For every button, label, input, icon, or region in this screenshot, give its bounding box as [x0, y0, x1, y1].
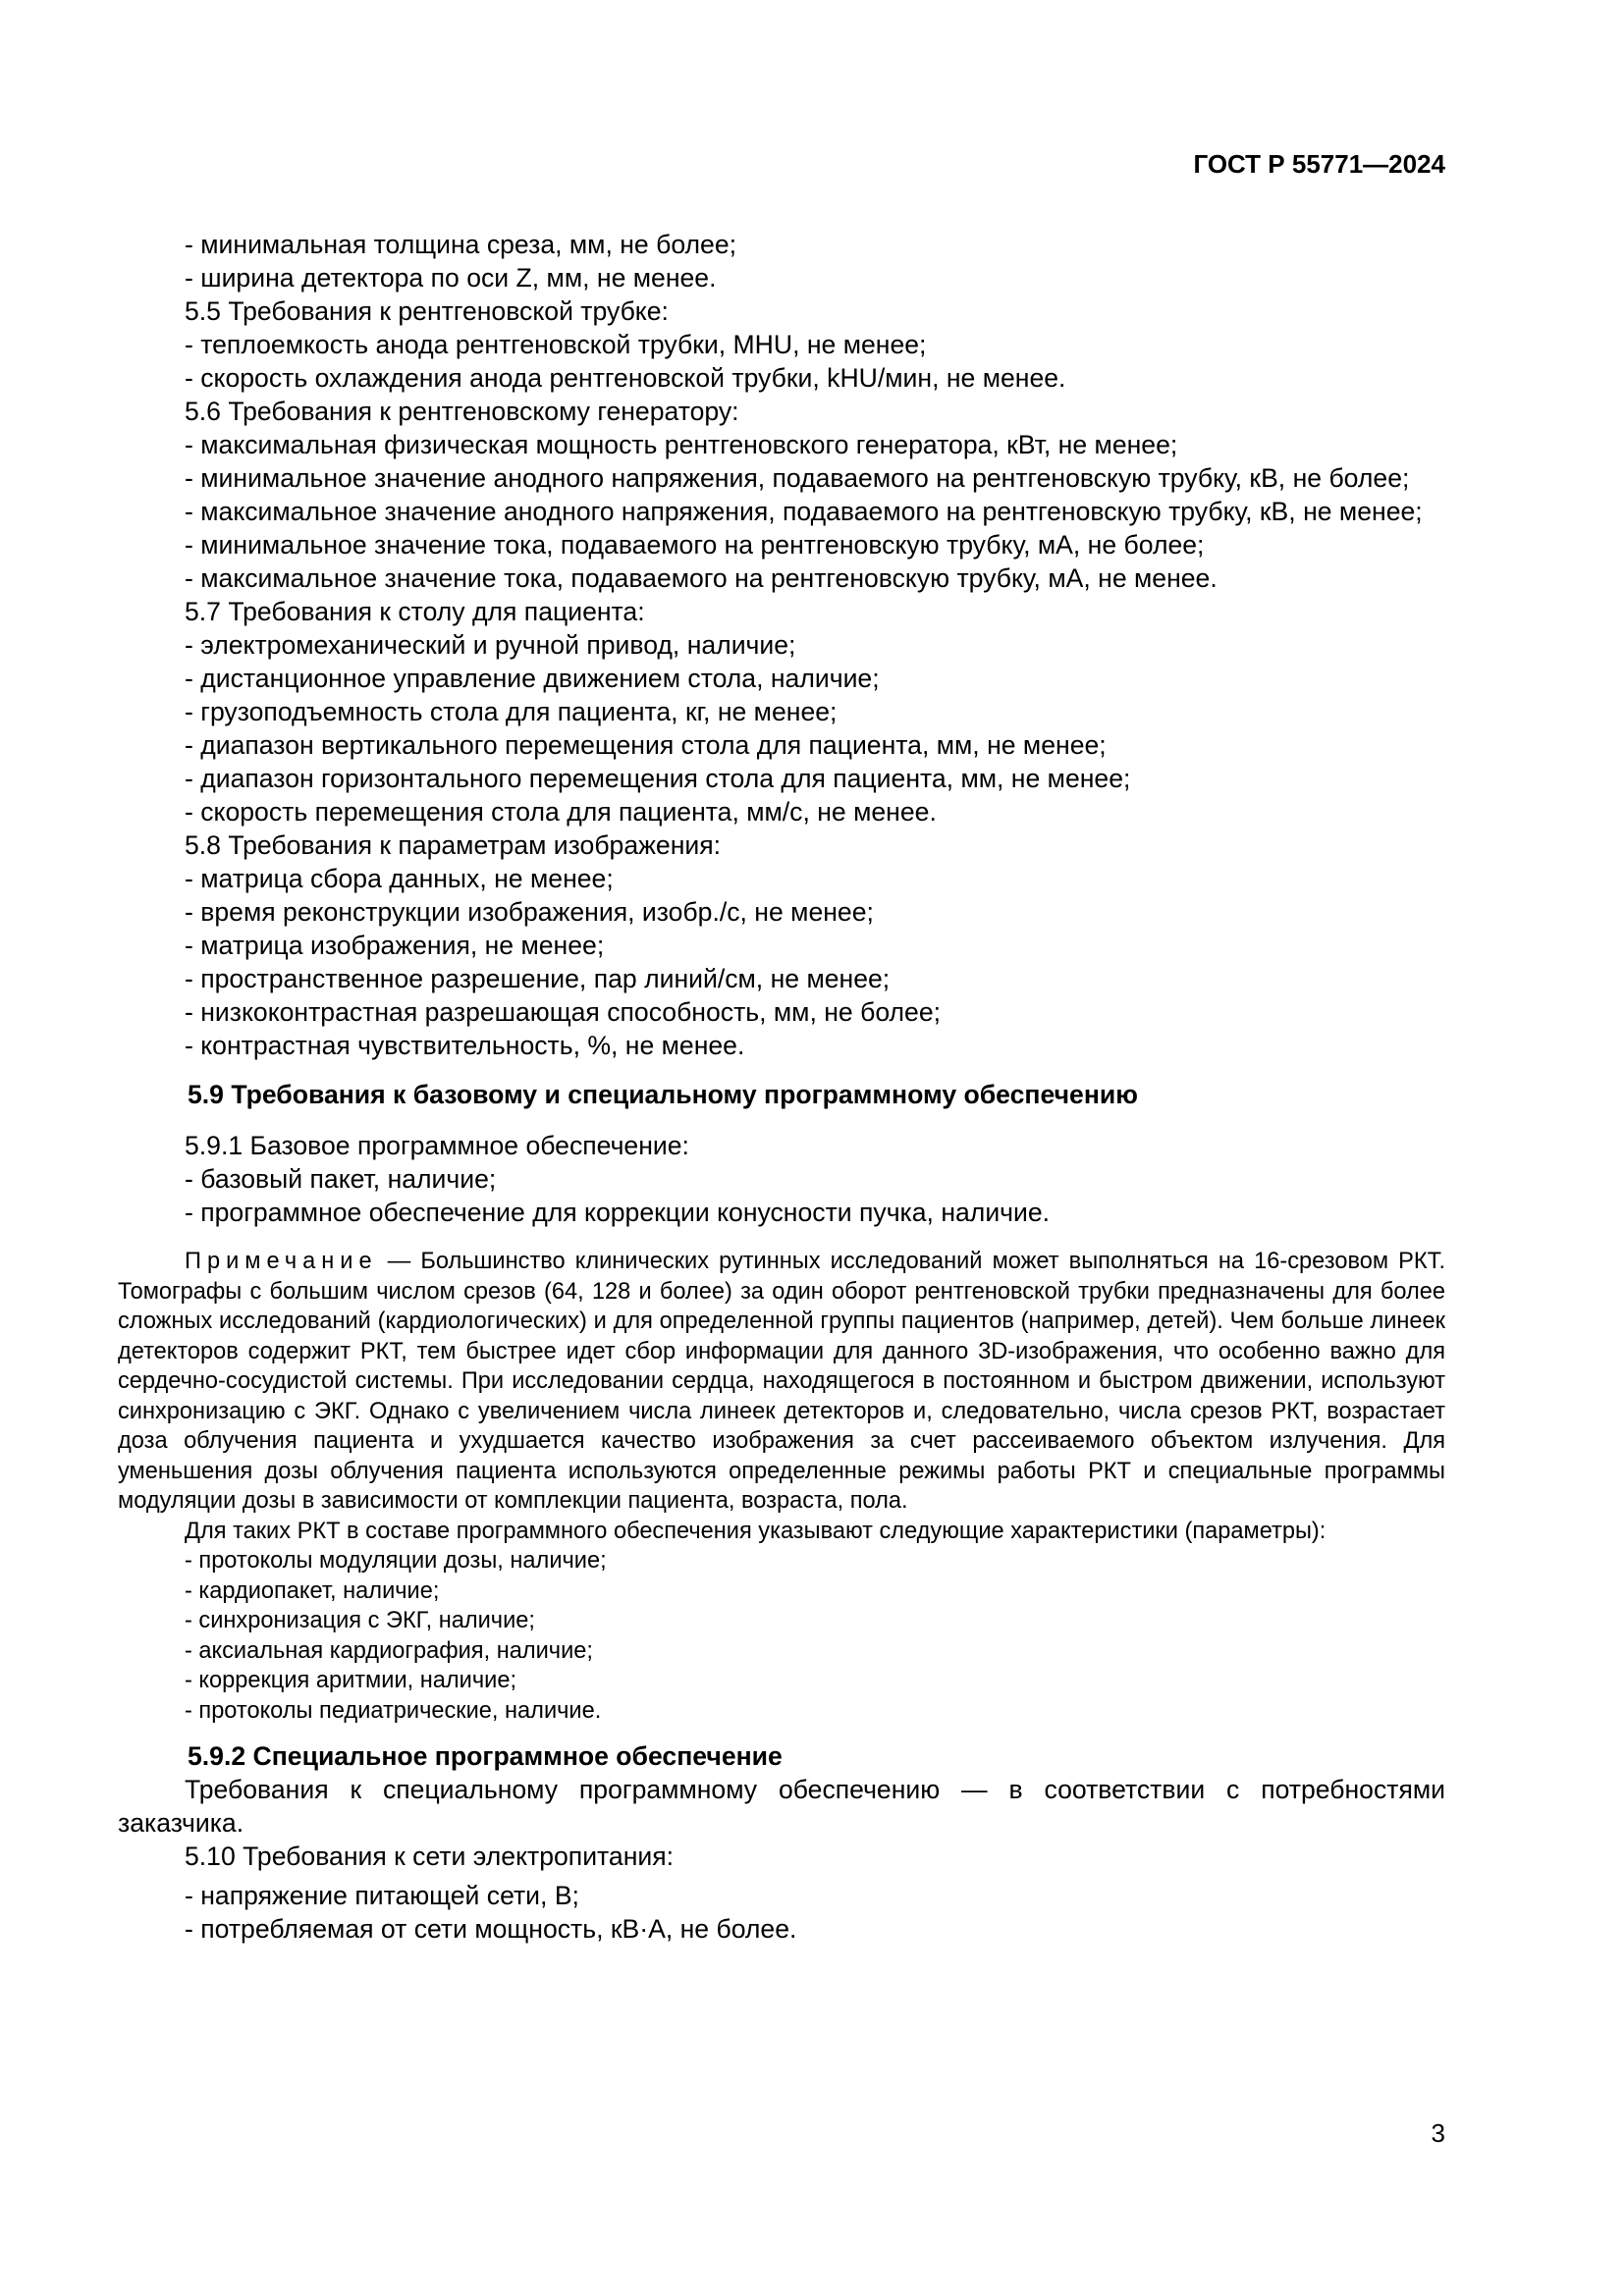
- list-item: - скорость перемещения стола для пациента, мм/с, не менее.: [185, 797, 937, 827]
- list-item: - протоколы педиатрические, наличие.: [185, 1697, 602, 1724]
- spacer: [118, 1229, 1445, 1247]
- list-item: - коррекция аритмии, наличие;: [185, 1668, 516, 1693]
- page-number: 3: [1431, 2118, 1445, 2148]
- list-item: - минимальное значение тока, подаваемого на рентгеновскую трубку, мА, не более;: [185, 530, 1205, 560]
- list-item: - контрастная чувствительность, %, не менее.: [185, 1031, 745, 1060]
- list-item: - потребляемая от сети мощность, кВ·А, не более.: [185, 1914, 797, 1944]
- section-5-9-heading: 5.9 Требования к базовому и специальному программному обеспечению: [188, 1080, 1138, 1109]
- document-designation: ГОСТ Р 55771—2024: [1193, 149, 1445, 179]
- section-5-9-2-text: Требования к специальному программному обеспечению — в соответствии с потребностями заказчика.: [118, 1775, 1445, 1838]
- list-item: - дистанционное управление движением стола, наличие;: [185, 664, 880, 693]
- list-item: - аксиальная кардиография, наличие;: [185, 1637, 593, 1664]
- list-item: - максимальная физическая мощность рентгеновского генератора, кВт, не менее;: [185, 430, 1178, 459]
- list-item: - низкоконтрастная разрешающая способность, мм, не более;: [185, 997, 942, 1027]
- list-item: - грузоподъемность стола для пациента, кг, не менее;: [185, 697, 838, 726]
- note-label: Примечание: [185, 1249, 378, 1274]
- list-item: - матрица сбора данных, не менее;: [185, 864, 614, 893]
- list-item: - диапазон вертикального перемещения стола для пациента, мм, не менее;: [185, 730, 1107, 760]
- list-item: - синхронизация с ЭКГ, наличие;: [185, 1608, 535, 1633]
- list-item: - максимальное значение анодного напряжения, подаваемого на рентгеновскую трубку, кВ, не менее;: [185, 497, 1423, 526]
- list-item: - минимальное значение анодного напряжения, подаваемого на рентгеновскую трубку, кВ, не более;: [185, 463, 1410, 493]
- section-5-9-1-title: 5.9.1 Базовое программное обеспечение:: [185, 1131, 689, 1160]
- list-item: - программное обеспечение для коррекции конусности пучка, наличие.: [185, 1198, 1051, 1227]
- list-item: - ширина детектора по оси Z, мм, не менее.: [185, 263, 717, 293]
- list-item: - время реконструкции изображения, изобр./с, не менее;: [185, 897, 874, 927]
- note-text: — Большинство клинических рутинных исследований может выполняться на 16-срезовом РКТ. Томографы с большим числом срезов (64, 128 и более) за один оборот рентгеновской трубки предназначены для более сложных исследований (кардиологических) и для определенной группы пациентов (например, детей). Чем больше линеек детекторов содержит РКТ, тем быстрее идет сбор информации для данного 3D-изображения, что особенно важно для сердечно-сосудистой системы. При исследовании сердца, находящегося в постоянном и быстром движении, используют синхронизацию с ЭКГ. Однако с увеличением числа линеек детекторов и, следовательно, числа срезов РКТ, возрастает доза облучения пациента и ухудшается качество изображения за счет рассеиваемого объектом излучения. Для уменьшения дозы облучения пациента используются определенные режимы работы РКТ и специальные программы модуляции дозы в зависимости от комплекции пациента, возраста, пола.: [118, 1249, 1445, 1514]
- page-content: [118, 228, 1445, 1946]
- list-item: - минимальная толщина среза, мм, не более;: [185, 230, 737, 259]
- list-item: - электромеханический и ручной привод, наличие;: [185, 630, 796, 660]
- list-item: - кардиопакет, наличие;: [185, 1577, 440, 1604]
- section-5-7-title: 5.7 Требования к столу для пациента:: [185, 597, 645, 626]
- section-5-9-2-title: 5.9.2 Специальное программное обеспечение: [188, 1741, 783, 1771]
- list-item: - скорость охлаждения анода рентгеновской трубки, kHU/мин, не менее.: [185, 363, 1066, 393]
- section-5-5-title: 5.5 Требования к рентгеновской трубке:: [185, 296, 669, 326]
- note-paragraph-2: Для таких РКТ в составе программного обеспечения указывают следующие характеристики (параметры):: [185, 1518, 1326, 1544]
- section-5-8-title: 5.8 Требования к параметрам изображения:: [185, 830, 722, 860]
- list-item: - максимальное значение тока, подаваемого на рентгеновскую трубку, мА, не менее.: [185, 563, 1218, 593]
- section-5-6-title: 5.6 Требования к рентгеновскому генератору:: [185, 397, 739, 426]
- list-item: - базовый пакет, наличие;: [185, 1164, 497, 1194]
- list-item: - пространственное разрешение, пар линий/см, не менее;: [185, 964, 891, 993]
- note-paragraph: [118, 1247, 1445, 1517]
- list-item: - протоколы модуляции дозы, наличие;: [185, 1548, 607, 1574]
- list-item: - напряжение питающей сети, В;: [185, 1881, 579, 1910]
- list-item: - диапазон горизонтального перемещения стола для пациента, мм, не менее;: [185, 764, 1131, 793]
- list-item: - теплоемкость анода рентгеновской трубки, MHU, не менее;: [185, 330, 927, 359]
- section-5-10-title: 5.10 Требования к сети электропитания:: [185, 1842, 675, 1871]
- list-item: - матрица изображения, не менее;: [185, 931, 605, 960]
